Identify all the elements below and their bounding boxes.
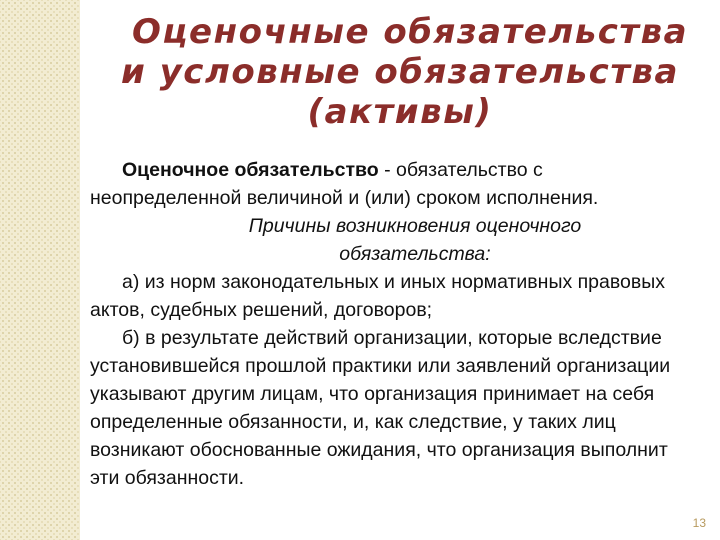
page-number: 13 — [692, 516, 706, 530]
title-line-1: Оценочные обязательства — [131, 12, 689, 52]
title-line-3: (активы) — [307, 92, 493, 132]
reasons-heading-line-2: обязательства: — [339, 243, 491, 265]
definition-term: Оценочное обязательство — [122, 159, 379, 181]
definition-paragraph — [90, 156, 690, 212]
slide-body — [90, 156, 690, 492]
reason-a: а) из норм законодательных и иных нормативных правовых актов, судебных решений, договоров; — [90, 271, 665, 321]
decorative-side-strip — [0, 0, 80, 540]
slide-title — [90, 12, 710, 132]
reason-b: б) в результате действий организации, которые вследствие установившейся прошлой практики или заявлений организации указывают другим лицам, что организация принимает на себя определенные обязанности, и, как следствие, у таких лиц возникают обоснованные ожидания, что организация выполнит эти обязанности. — [90, 327, 671, 489]
reasons-heading-line-1: Причины возникновения оценочного — [248, 215, 582, 237]
title-line-2: и условные обязательства — [120, 52, 679, 92]
reasons-heading — [90, 212, 690, 268]
definition-text: - обязательство с неопределенной величиной и (или) сроком исполнения. — [90, 159, 599, 209]
